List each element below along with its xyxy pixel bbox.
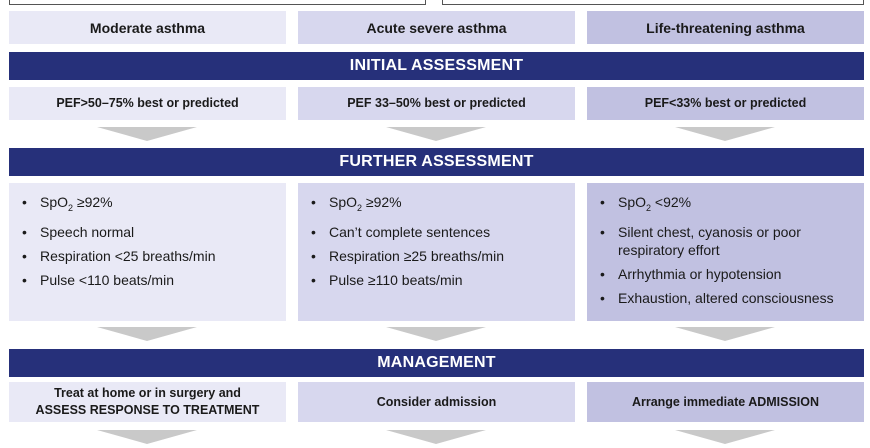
criteria-item: • Pulse ≥110 beats/min <box>306 271 567 289</box>
management-cell-moderate <box>9 382 286 422</box>
down-arrow-icon <box>97 327 197 341</box>
criteria-item-spo2 <box>306 193 567 217</box>
criteria-list <box>595 193 856 307</box>
criteria-item: • Respiration <25 breaths/min <box>17 247 278 265</box>
spo2-subscript: 2 <box>68 202 74 213</box>
further-box-moderate <box>9 183 286 321</box>
column-heading-acute-severe <box>298 11 575 44</box>
management-cell-acute-severe <box>298 382 575 422</box>
down-arrow-icon <box>675 127 775 141</box>
criteria-item: • Can’t complete sentences <box>306 223 567 241</box>
management-text: Arrange immediate ADMISSION <box>631 394 820 409</box>
criteria-item-spo2 <box>17 193 278 217</box>
management-cell-life-threatening <box>587 382 864 422</box>
criteria-item: • Silent chest, cyanosis or poor respiratory effort <box>595 223 856 259</box>
column-heading-label: Life-threatening asthma <box>646 19 805 36</box>
top-frame-left <box>9 0 426 5</box>
criteria-item: • Respiration ≥25 breaths/min <box>306 247 567 265</box>
band-label: MANAGEMENT <box>377 354 496 371</box>
column-heading-life-threatening <box>587 11 864 44</box>
criteria-item-spo2 <box>595 193 856 217</box>
spo2-label: SpO <box>40 194 69 210</box>
spo2-value: ≥92% <box>362 194 402 210</box>
band-label: FURTHER ASSESSMENT <box>339 153 534 170</box>
down-arrow-icon <box>675 327 775 341</box>
management-band <box>9 349 864 377</box>
management-text: Consider admission <box>376 394 497 409</box>
spo2-subscript: 2 <box>357 202 363 213</box>
further-assessment-band <box>9 148 864 176</box>
spo2-label: SpO <box>329 194 358 210</box>
criteria-item: • Pulse <110 beats/min <box>17 271 278 289</box>
management-text-line1: Treat at home or in surgery and <box>54 386 241 400</box>
further-box-acute-severe <box>298 183 575 321</box>
criteria-item: • Arrhythmia or hypotension <box>595 265 856 283</box>
down-arrow-icon <box>386 127 486 141</box>
initial-cell-text: PEF>50–75% best or predicted <box>56 96 239 110</box>
initial-cell-life-threatening <box>587 87 864 120</box>
spo2-value: ≥92% <box>73 194 113 210</box>
initial-assessment-band <box>9 52 864 80</box>
down-arrow-icon <box>386 327 486 341</box>
spo2-label: SpO <box>618 194 647 210</box>
criteria-item: • Exhaustion, altered consciousness <box>595 289 856 307</box>
spo2-subscript: 2 <box>646 202 652 213</box>
down-arrow-icon <box>386 430 486 444</box>
top-frame-right <box>442 0 864 5</box>
initial-cell-text: PEF 33–50% best or predicted <box>347 96 526 110</box>
spo2-value: <92% <box>651 194 692 210</box>
criteria-list <box>17 193 278 289</box>
management-text-line2: ASSESS RESPONSE TO TREATMENT <box>35 403 260 417</box>
down-arrow-icon <box>97 430 197 444</box>
criteria-item: • Speech normal <box>17 223 278 241</box>
further-box-life-threatening <box>587 183 864 321</box>
initial-cell-moderate <box>9 87 286 120</box>
column-heading-label: Acute severe asthma <box>366 19 507 36</box>
band-label: INITIAL ASSESSMENT <box>349 57 524 74</box>
column-heading-moderate <box>9 11 286 44</box>
down-arrow-icon <box>97 127 197 141</box>
criteria-list <box>306 193 567 289</box>
initial-cell-acute-severe <box>298 87 575 120</box>
down-arrow-icon <box>675 430 775 444</box>
column-heading-label: Moderate asthma <box>89 19 206 36</box>
initial-cell-text: PEF<33% best or predicted <box>644 96 807 110</box>
